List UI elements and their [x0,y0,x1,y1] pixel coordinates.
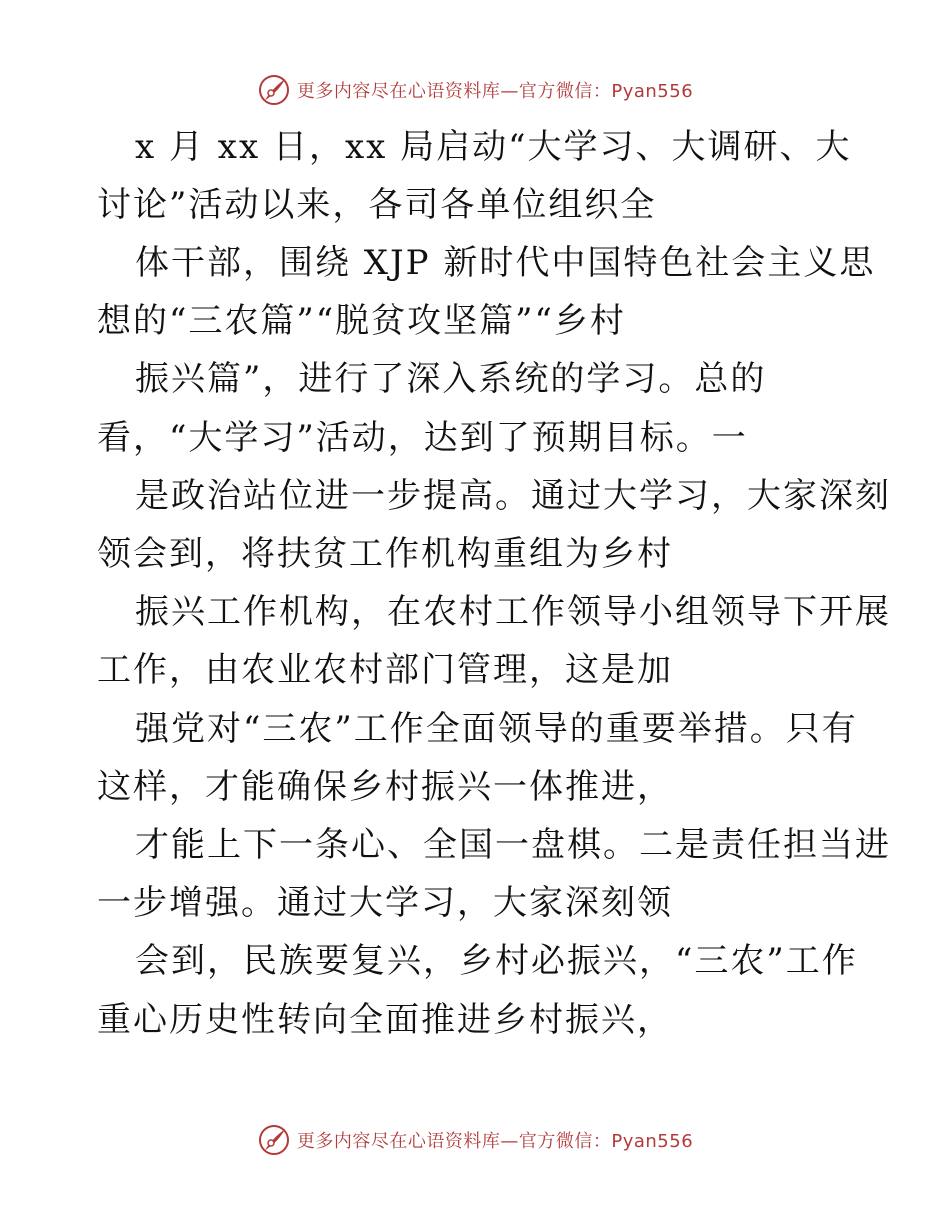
text-line: 这样，才能确保乡村振兴一体推进， [97,767,673,807]
feather-pen-logo-icon [257,1123,291,1157]
text-line: 体干部，围绕 XJP 新时代中国特色社会主义思 [135,243,876,283]
text-line: 重心历史性转向全面推进乡村振兴， [97,1000,673,1040]
text-line: 想的“三农篇”“脱贫攻坚篇”“乡村 [97,301,626,341]
header-watermark-text: 更多内容尽在心语资料库—官方微信：Pyan556 [296,81,694,102]
text-line: x 月 xx 日，xx 局启动“大学习、大调研、大 [135,127,852,167]
footer-watermark-banner [0,1120,950,1160]
footer-watermark-text: 更多内容尽在心语资料库—官方微信：Pyan556 [296,1131,694,1152]
text-line: 强党对“三农”工作全面领导的重要举措。只有 [135,709,858,749]
text-line: 工作，由农业农村部门管理，这是加 [97,650,673,690]
text-line: 是政治站位进一步提高。通过大学习，大家深刻 [135,476,891,516]
text-line: 看，“大学习”活动，达到了预期目标。一 [97,418,748,458]
text-line: 振兴篇”，进行了深入系统的学习。总的 [135,359,767,399]
text-line: 振兴工作机构，在农村工作领导小组领导下开展 [135,592,891,632]
text-line: 一步增强。通过大学习，大家深刻领 [97,883,673,923]
text-line: 才能上下一条心、全国一盘棋。二是责任担当进 [135,825,891,865]
text-line: 讨论”活动以来，各司各单位组织全 [97,185,657,225]
text-line: 领会到，将扶贫工作机构重组为乡村 [97,534,673,574]
text-line: 会到，民族要复兴，乡村必振兴，“三农”工作 [135,941,858,981]
